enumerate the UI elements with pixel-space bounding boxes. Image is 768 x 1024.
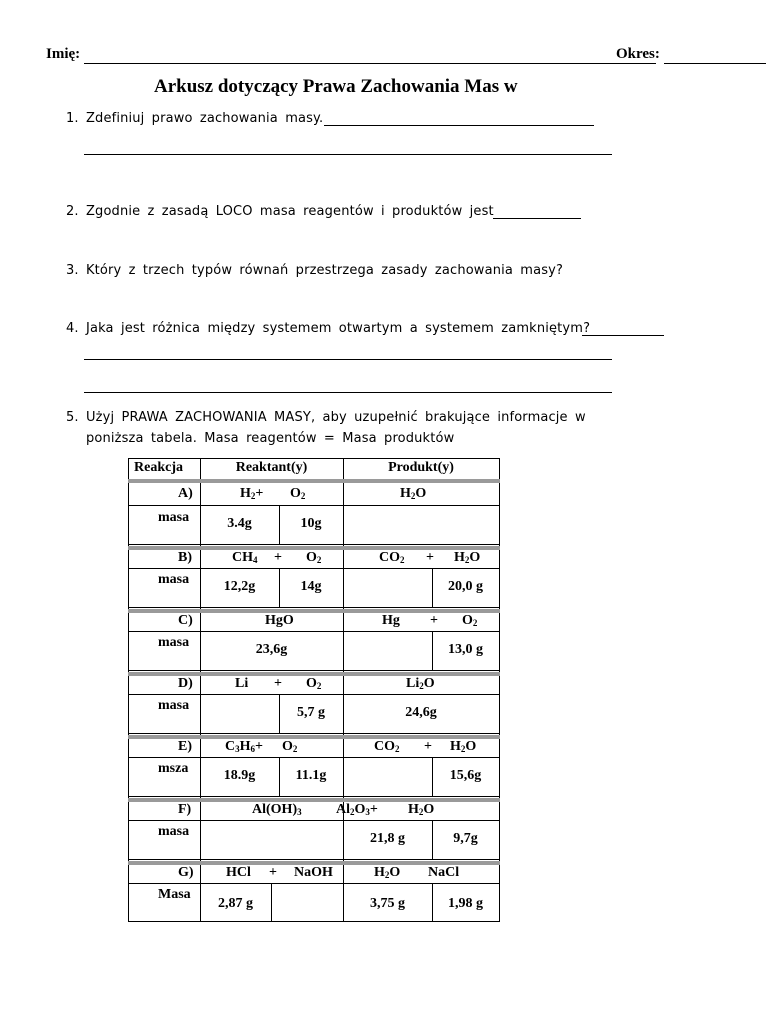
question-number: 1.	[66, 111, 79, 126]
mass-value: 9,7g	[453, 831, 478, 846]
answer-line[interactable]	[582, 335, 664, 336]
equation: $H_2O$	[450, 739, 477, 754]
answer-line[interactable]	[84, 392, 612, 393]
answer-line[interactable]	[324, 125, 594, 126]
equation: $Al_2O_3+$	[336, 802, 378, 817]
question-text: poniższa tabela. Masa reagentów = Masa produktów	[86, 431, 455, 446]
mass-value: 3,75 g	[370, 896, 405, 911]
reaction-label: G)	[178, 865, 194, 880]
mass-value: 21,8 g	[370, 831, 405, 846]
mass-label: msza	[158, 761, 189, 776]
mass-value: 18.9g	[223, 768, 256, 783]
question-text: Zdefiniuj prawo zachowania masy.	[86, 111, 324, 126]
period-label: Okres:	[616, 46, 660, 62]
mass-value: 23,6g	[255, 642, 288, 657]
header-row	[46, 46, 768, 68]
name-input-line[interactable]	[84, 63, 656, 64]
question-text: Użyj PRAWA ZACHOWANIA MASY, aby uzupełnić brakujące informacje w	[86, 410, 586, 425]
reaction-label: D)	[178, 676, 193, 691]
plus-sign: +	[430, 613, 438, 628]
equation: NaOH	[294, 865, 333, 880]
name-label: Imię:	[46, 46, 81, 62]
mass-value: 5,7 g	[297, 705, 325, 720]
equation: $H_2O$	[454, 550, 481, 565]
question-number: 3.	[66, 263, 79, 278]
mass-label: Masa	[158, 887, 191, 902]
equation: $CO_2$	[374, 739, 400, 754]
equation: HCl	[226, 865, 251, 880]
equation: $CH_4$	[232, 550, 258, 565]
reaction-label: B)	[178, 550, 192, 565]
equation: $H_2+$	[240, 486, 264, 501]
mass-value: 3.4g	[227, 516, 252, 531]
equation: $C_3H_6+$	[225, 739, 263, 754]
question-number: 2.	[66, 204, 79, 219]
equation: $O_2$	[462, 613, 478, 628]
plus-sign: +	[269, 865, 277, 880]
question-text: Który z trzech typów równań przestrzega zasady zachowania masy?	[86, 263, 564, 278]
header-produkty: Produkt(y)	[388, 460, 454, 475]
plus-sign: +	[274, 676, 282, 691]
mass-value: 11.1g	[295, 768, 327, 783]
equation: Li	[235, 676, 249, 691]
mass-value: 2,87 g	[218, 896, 253, 911]
equation: HgO	[265, 613, 294, 628]
equation: NaCl	[428, 865, 460, 880]
mass-label: masa	[158, 510, 190, 525]
equation: $Li_2O$	[406, 676, 435, 691]
header-reakcja: Reakcja	[134, 460, 183, 475]
question-number: 5.	[66, 410, 79, 425]
mass-value: 15,6g	[449, 768, 482, 783]
plus-sign: +	[424, 739, 432, 754]
mass-label: masa	[158, 824, 190, 839]
mass-label: masa	[158, 698, 190, 713]
question-text: Jaka jest różnica między systemem otwartym a systemem zamkniętym?	[86, 321, 591, 336]
equation: $H_2O$	[374, 865, 401, 880]
equation: Hg	[382, 613, 400, 628]
mass-value: 1,98 g	[448, 896, 483, 911]
reaction-label: E)	[178, 739, 192, 754]
answer-line[interactable]	[84, 359, 612, 360]
mass-value: 20,0 g	[448, 579, 483, 594]
answer-line[interactable]	[493, 218, 581, 219]
mass-value: 12,2g	[223, 579, 256, 594]
mass-table	[128, 458, 500, 922]
mass-value: 14g	[300, 579, 322, 594]
equation: $CO_2$	[379, 550, 405, 565]
mass-value: 13,0 g	[448, 642, 483, 657]
mass-value: 24,6g	[405, 705, 437, 720]
mass-label: masa	[158, 572, 190, 587]
mass-value: 10g	[300, 516, 322, 531]
reaction-label: C)	[178, 613, 193, 628]
plus-sign: +	[274, 550, 282, 565]
equation: $O_2$	[306, 676, 322, 691]
equation: $O_2$	[306, 550, 322, 565]
equation: $Al(OH)_3$	[252, 802, 302, 817]
header-reaktanty: Reaktant(y)	[235, 460, 308, 475]
equation: $O_2$	[290, 486, 306, 501]
reaction-label: F)	[178, 802, 192, 817]
worksheet-title: Arkusz dotyczący Prawa Zachowania Mas w	[154, 76, 518, 97]
period-input-line[interactable]	[664, 63, 766, 64]
mass-label: masa	[158, 635, 190, 650]
question-number: 4.	[66, 321, 79, 336]
answer-line[interactable]	[84, 154, 612, 155]
equation: $H_2O$	[408, 802, 435, 817]
plus-sign: +	[426, 550, 434, 565]
equation: $H_2O$	[400, 486, 427, 501]
reaction-label: A)	[178, 486, 193, 501]
question-text: Zgodnie z zasadą LOCO masa reagentów i produktów jest	[86, 204, 494, 219]
equation: $O_2$	[282, 739, 298, 754]
